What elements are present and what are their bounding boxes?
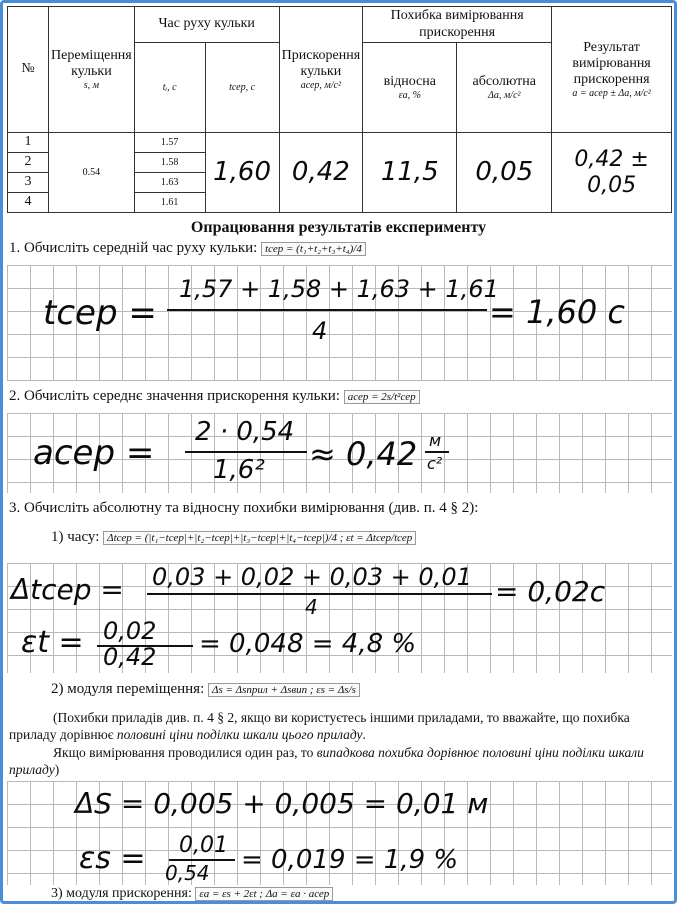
header-num: №	[8, 7, 49, 133]
header-time-average: tсер, c	[205, 43, 279, 133]
header-result: Результат вимірювання прискорення a = aсер ± Δa, м/с²	[552, 7, 672, 133]
note-single-measurement: Якщо вимірювання проводилися один раз, то випадкова похибка дорівнює половині ціни поділки шкали приладу)	[9, 745, 644, 777]
header-acceleration: Прискорення кульки aсер, м/с²	[279, 7, 363, 133]
hw-tavg-numerator: 1,57 + 1,58 + 1,63 + 1,61	[179, 275, 499, 303]
cell-time: 1.58	[134, 153, 205, 173]
header-absolute-error: абсолютна Δa, м/с²	[457, 43, 552, 133]
step1-formula: tсер = (t₁+t₂+t₃+t₄)/4	[261, 242, 366, 256]
row-num: 4	[8, 193, 49, 213]
section-title: Опрацювання результатів експерименту	[190, 219, 487, 236]
hw-es-lhs: εs =	[79, 841, 146, 876]
fraction-line	[425, 451, 449, 453]
step2-grid	[7, 413, 672, 493]
hw-tavg-denominator: 4	[312, 317, 328, 345]
hw-dt-result: = 0,02с	[495, 575, 606, 608]
hw-dt-denominator: 4	[305, 595, 318, 619]
cell-result: 0,42 ± 0,05	[552, 133, 672, 213]
hw-et-denominator: 0,42	[103, 643, 157, 671]
cell-displacement: 0.54	[49, 133, 135, 213]
header-displacement: Переміщення кульки s, м	[49, 7, 135, 133]
step3-sub3-label: 3) модуля прискорення: εa = εs + 2εt ; Δa = εa · aсер	[51, 886, 333, 902]
fraction-line	[167, 309, 487, 311]
hw-et-lhs: εt =	[21, 625, 84, 660]
hw-aavg-numerator: 2 · 0,54	[195, 417, 295, 447]
step3-sub2-label: 2) модуля переміщення: Δs = Δsприл + Δsвип ; εs = Δs/s	[51, 681, 360, 698]
hw-et-numerator: 0,02	[103, 617, 157, 645]
row-num: 2	[8, 153, 49, 173]
step3-grid-1	[7, 563, 672, 673]
row-num: 1	[8, 133, 49, 153]
hw-aavg-denominator: 1,6²	[213, 455, 265, 485]
step2-formula: aсер = 2s/t²сер	[344, 390, 420, 404]
hw-dt-numerator: 0,03 + 0,02 + 0,03 + 0,01	[152, 563, 472, 591]
hw-es-result: = 0,019 = 1,9 %	[241, 845, 459, 875]
step1-grid	[7, 265, 672, 381]
cell-time: 1.61	[134, 193, 205, 213]
header-relative-error: відносна εa, %	[363, 43, 457, 133]
hw-aavg-result: ≈ 0,42	[309, 435, 418, 473]
hw-ds: ΔS = 0,005 + 0,005 = 0,01 м	[75, 787, 489, 820]
header-error: Похибка вимірювання прискорення	[363, 7, 552, 43]
step3-sub1-label: 1) часу: Δtсер = (|t₁−tсер|+|t₂−tсер|+|t₃−tсер|+|t₄−tсер|)/4 ; εt = Δtсер/tсер	[51, 529, 416, 546]
step3-sub3-formula: εa = εs + 2εt ; Δa = εa · aсер	[195, 887, 333, 901]
step2-label: 2. Обчисліть середнє значення прискорення кульки: aсер = 2s/t²сер	[9, 388, 420, 405]
cell-time: 1.57	[134, 133, 205, 153]
hw-unit-denominator: с²	[427, 454, 443, 473]
cell-time-average: 1,60	[205, 133, 279, 213]
header-time-individual: tᵢ, c	[134, 43, 205, 133]
hw-tavg-result: = 1,60 с	[489, 293, 625, 331]
step3-sub2-formula: Δs = Δsприл + Δsвип ; εs = Δs/s	[208, 683, 360, 697]
hw-dt-lhs: Δtсер =	[11, 573, 124, 606]
fraction-line	[147, 593, 492, 595]
step3-grid-2	[7, 781, 672, 885]
hw-es-denominator: 0,54	[165, 861, 210, 885]
hw-tavg-lhs: tсер =	[43, 293, 157, 333]
header-time: Час руху кульки	[134, 7, 279, 43]
step1-label: 1. Обчисліть середній час руху кульки: tсер = (t₁+t₂+t₃+t₄)/4	[9, 240, 366, 257]
cell-acceleration: 0,42	[279, 133, 363, 213]
hw-aavg-lhs: aсер =	[33, 433, 155, 473]
step3-sub1-formula: Δtсер = (|t₁−tсер|+|t₂−tсер|+|t₃−tсер|+|t₄−tсер|)/4 ; εt = Δtсер/tсер	[103, 531, 416, 545]
fraction-line	[185, 451, 307, 453]
cell-absolute-error: 0,05	[457, 133, 552, 213]
cell-time: 1.63	[134, 173, 205, 193]
hw-unit-numerator: м	[429, 431, 442, 450]
step3-label: 3. Обчисліть абсолютну та відносну похибки вимірювання (див. п. 4 § 2):	[9, 500, 479, 516]
note-instruments: (Похибки приладів див. п. 4 § 2, якщо ви користуєтесь іншими приладами, то вважайте, що похибка приладу дорівнює половині ціни поділки шкали цього приладу.	[9, 710, 630, 742]
results-table	[7, 6, 672, 213]
cell-relative-error: 11,5	[363, 133, 457, 213]
row-num: 3	[8, 173, 49, 193]
hw-es-numerator: 0,01	[179, 833, 228, 858]
hw-et-result: = 0,048 = 4,8 %	[199, 629, 417, 659]
